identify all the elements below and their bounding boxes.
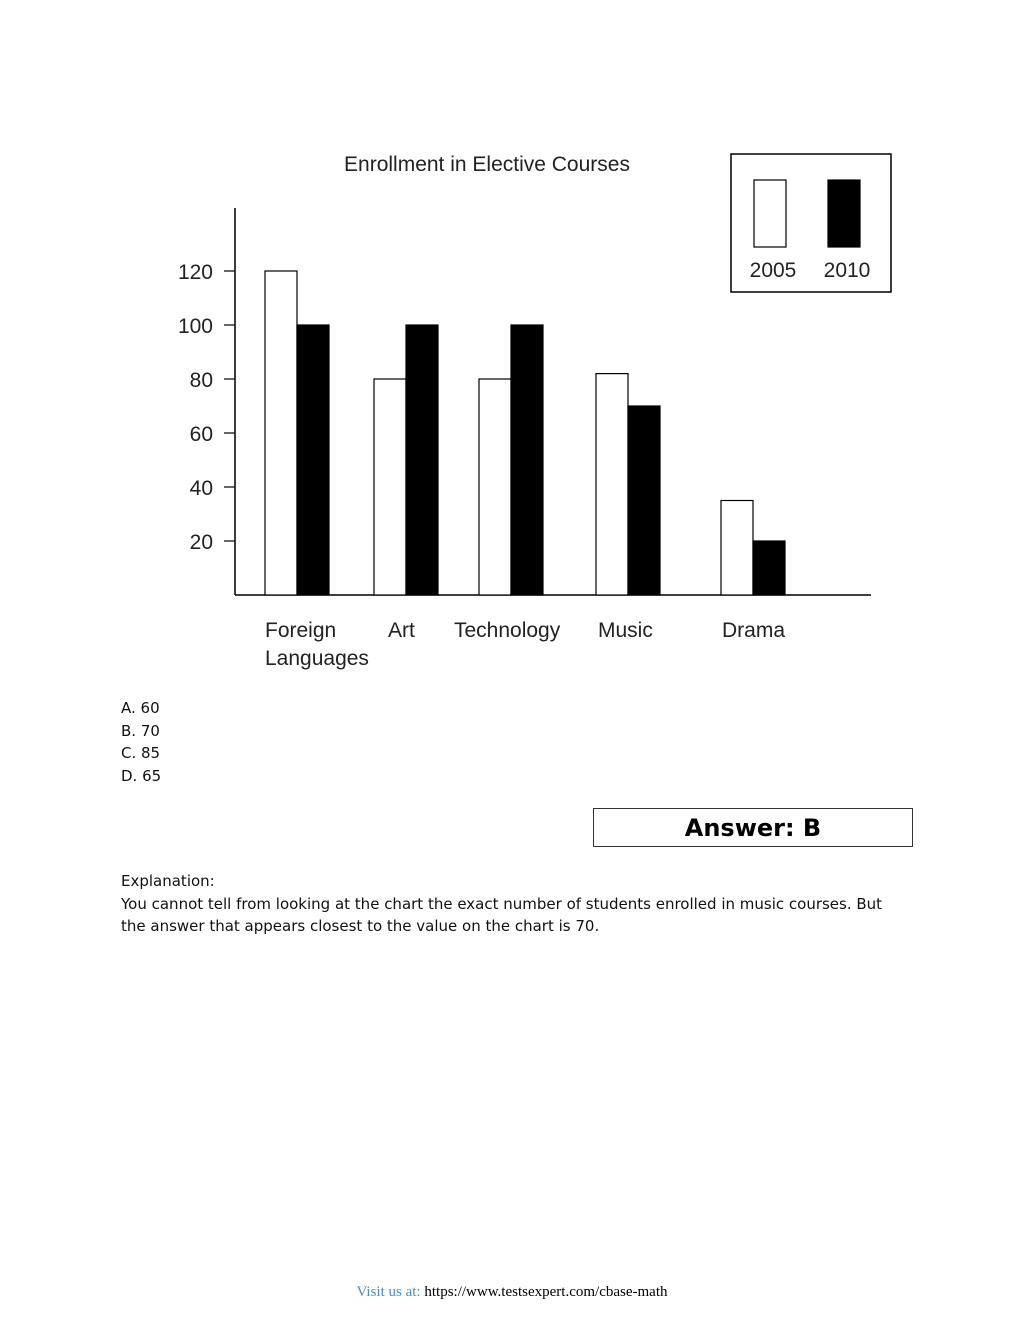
- y-tick-label-40: 40: [189, 477, 213, 500]
- answer-box: Answer: B: [593, 808, 913, 847]
- footer: [0, 1284, 1024, 1301]
- bar-2010-0: [297, 325, 329, 595]
- bar-2005-0: [265, 271, 297, 595]
- category-label-4-0: Drama: [722, 619, 786, 642]
- bar-2005-2: [479, 379, 511, 595]
- option-a[interactable]: A. 60: [121, 699, 160, 717]
- bar-2005-4: [721, 501, 753, 596]
- y-tick-label-20: 20: [189, 531, 213, 554]
- y-tick-label-100: 100: [177, 315, 213, 338]
- y-tick-label-60: 60: [189, 423, 213, 446]
- bar-2010-1: [406, 325, 438, 595]
- explanation-text: You cannot tell from looking at the chart the exact number of students enrolled in music courses. But the answer that appears closest to the value on the chart is 70.: [121, 894, 883, 935]
- category-label-2-0: Technology: [454, 619, 561, 642]
- y-tick-label-120: 120: [177, 261, 213, 284]
- option-c[interactable]: C. 85: [121, 744, 161, 762]
- category-label-0-0: Foreign: [265, 619, 337, 642]
- bar-2010-3: [628, 406, 660, 595]
- y-tick-label-80: 80: [189, 369, 213, 392]
- bar-2010-2: [511, 325, 543, 595]
- legend-label-2010: 2010: [823, 259, 871, 282]
- bar-2005-3: [596, 374, 628, 595]
- category-label-3-0: Music: [598, 619, 653, 642]
- category-label-1-0: Art: [388, 619, 415, 642]
- answer-options: [121, 697, 161, 787]
- bar-2005-1: [374, 379, 406, 595]
- explanation: [121, 870, 901, 938]
- footer-url[interactable]: https://www.testsexpert.com/cbase-math: [424, 1284, 668, 1300]
- category-label-0-1: Languages: [265, 647, 369, 670]
- chart-title: Enrollment in Elective Courses: [344, 153, 630, 176]
- option-d[interactable]: D. 65: [121, 766, 162, 785]
- legend-swatch-2005: [754, 180, 786, 247]
- option-b[interactable]: B. 70: [121, 721, 160, 740]
- explanation-heading: Explanation:: [121, 872, 215, 890]
- legend-swatch-2010: [828, 180, 860, 247]
- legend-label-2005: 2005: [749, 259, 797, 282]
- bar-2010-4: [753, 541, 785, 595]
- footer-visit-label: Visit us at:: [356, 1284, 421, 1300]
